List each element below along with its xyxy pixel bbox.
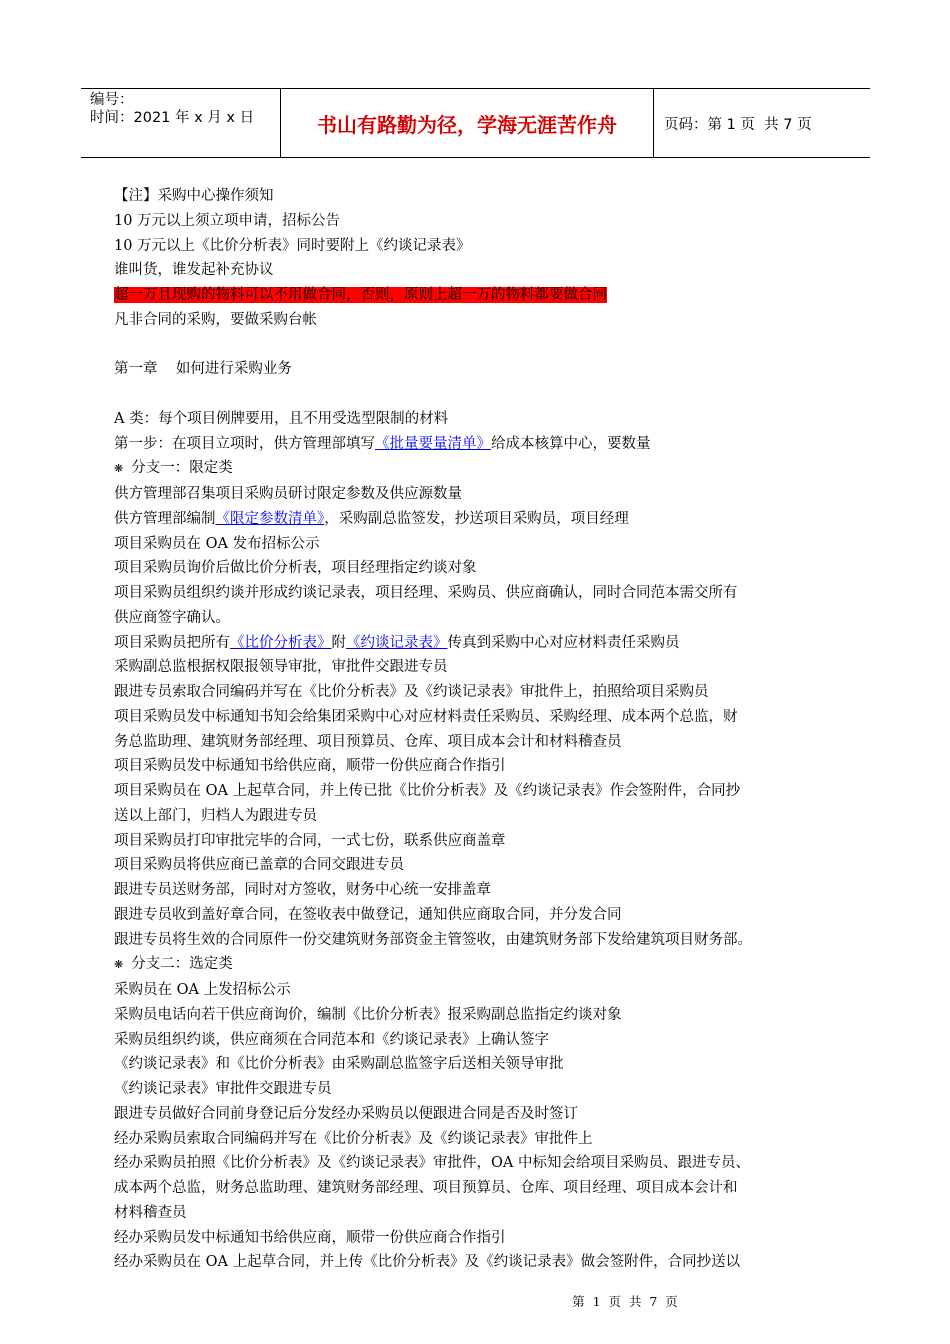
header-motto: 书山有路勤为径，学海无涯苦作舟 xyxy=(281,89,654,157)
branch-heading xyxy=(114,952,854,978)
text-span: 分支二：选定类 xyxy=(131,956,233,973)
body-line: 项目采购员将供应商已盖章的合同交跟进专员 xyxy=(114,857,404,874)
body-line: 谁叫货，谁发起补充协议 xyxy=(114,262,274,279)
text-span: 供方管理部编制 xyxy=(114,510,216,527)
blank-line xyxy=(114,333,854,358)
price-analysis-table-link[interactable]: 《比价分析表》 xyxy=(230,634,332,651)
note-title: 【注】采购中心操作须知 xyxy=(114,188,274,204)
body-line: 跟进专员索取合同编码并写在《比价分析表》及《约谈记录表》审批件上，拍照给项目采购员 xyxy=(114,684,709,700)
body-line: 送以上部门，归档人为跟进专员 xyxy=(114,807,317,824)
chapter-heading: 第一章 如何进行采购业务 xyxy=(114,361,292,378)
text-span: 给成本核算中心，要数量 xyxy=(491,435,651,452)
body-line: 项目采购员在 OA 上起草合同，并上传已批《比价分析表》及《约谈记录表》作会签附件，合同抄 xyxy=(114,783,741,799)
bullet-icon: ❋ xyxy=(114,462,124,476)
body-line: 项目采购员打印审批完毕的合同，一式七份，联系供应商盖章 xyxy=(114,832,506,849)
interview-record-table-link[interactable]: 《约谈记录表》 xyxy=(346,634,448,651)
header-page-number xyxy=(654,89,870,157)
body-line: 经办采购员发中标通知书给供应商，顺带一份供应商合作指引 xyxy=(114,1229,506,1246)
body-line: 供应商签字确认。 xyxy=(114,609,230,626)
text-span: 第一步：在项目立项时，供方管理部填写 xyxy=(114,435,375,452)
document-body xyxy=(114,184,854,1275)
body-line: 项目采购员组织约谈并形成约谈记录表，项目经理、采购员、供应商确认，同时合同范本需交所有 xyxy=(114,585,738,601)
header-meta xyxy=(81,89,281,157)
body-line: 采购副总监根据权限报领导审批，审批件交跟进专员 xyxy=(114,659,448,676)
body-line: 经办采购员索取合同编码并写在《比价分析表》及《约谈记录表》审批件上 xyxy=(114,1130,593,1147)
text-span: 项目采购员把所有 xyxy=(114,634,230,651)
body-line xyxy=(114,631,854,656)
highlighted-line xyxy=(114,283,854,308)
body-line: 跟进专员做好合同前身登记后分发经办采购员以便跟进合同是否及时签订 xyxy=(114,1105,578,1122)
body-line: 项目采购员在 OA 发布招标公示 xyxy=(114,535,320,552)
body-line: 成本两个总监，财务总监助理、建筑财务部经理、项目预算员、仓库、项目经理、项目成本会计和 xyxy=(114,1180,738,1196)
blank-line xyxy=(114,382,854,407)
body-line: 跟进专员送财务部，同时对方签收，财务中心统一安排盖章 xyxy=(114,882,491,898)
body-line: 项目采购员询价后做比价分析表，项目经理指定约谈对象 xyxy=(114,560,477,577)
body-line: 《约谈记录表》审批件交跟进专员 xyxy=(114,1081,332,1097)
body-line: 采购员组织约谈，供应商须在合同范本和《约谈记录表》上确认签字 xyxy=(114,1031,549,1048)
body-line: 经办采购员在 OA 上起草合同，并上传《比价分析表》及《约谈记录表》做会签附件，合同抄送以 xyxy=(114,1254,741,1271)
body-line: 跟进专员收到盖好章合同，在签收表中做登记，通知供应商取合同，并分发合同 xyxy=(114,906,622,923)
body-line xyxy=(114,432,854,457)
limit-parameter-list-link[interactable]: 《限定参数清单》 xyxy=(215,510,325,527)
body-line: 采购员电话向若干供应商询价，编制《比价分析表》报采购副总监指定约谈对象 xyxy=(114,1006,622,1023)
body-line: 经办采购员拍照《比价分析表》及《约谈记录表》审批件，OA 中标知会给项目采购员、跟进专员、 xyxy=(114,1155,750,1172)
header-page-label: 页码：第 1 页 共 7 页 xyxy=(664,116,812,133)
document-number-label: 编号： xyxy=(90,92,134,108)
bullet-icon: ❋ xyxy=(114,958,124,972)
text-span: ，采购副总监签发，抄送项目采购员，项目经理 xyxy=(324,510,629,527)
text-span: 附 xyxy=(331,634,346,651)
body-line: 供方管理部召集项目采购员研讨限定参数及供应源数量 xyxy=(114,486,462,502)
body-line: 项目采购员发中标通知书给供应商，顺带一份供应商合作指引 xyxy=(114,758,506,775)
branch-heading xyxy=(114,456,854,482)
body-line: 凡非合同的采购，要做采购台帐 xyxy=(114,311,317,328)
document-time-label: 时间：2021 年 x 月 x 日 xyxy=(90,110,255,126)
body-line: 10 万元以上须立项申请，招标公告 xyxy=(114,212,341,229)
highlighted-text: 超一万且现购的物料可以不用做合同，否则，原则上超一万的物料都要做合同 xyxy=(114,287,607,303)
page-header xyxy=(81,88,870,158)
body-line: 采购员在 OA 上发招标公示 xyxy=(114,982,291,998)
body-line: 《约谈记录表》和《比价分析表》由采购副总监签字后送相关领导审批 xyxy=(114,1056,564,1073)
body-line xyxy=(114,507,854,532)
text-span: 分支一：限定类 xyxy=(131,460,233,477)
body-line: 跟进专员将生效的合同原件一份交建筑财务部资金主管签收，由建筑财务部下发给建筑项目财务部。 xyxy=(114,931,752,948)
body-line: 务总监助理、建筑财务部经理、项目预算员、仓库、项目成本会计和材料稽查员 xyxy=(114,733,622,750)
body-line: 项目采购员发中标通知书知会给集团采购中心对应材料责任采购员、采购经理、成本两个总监，财 xyxy=(114,708,738,725)
batch-demand-list-link[interactable]: 《批量要量清单》 xyxy=(375,435,491,452)
text-span: 传真到采购中心对应材料责任采购员 xyxy=(447,634,680,651)
section-heading: A 类：每个项目例牌要用，且不用受选型限制的材料 xyxy=(114,410,449,427)
page-footer xyxy=(0,1292,950,1310)
body-line: 10 万元以上《比价分析表》同时要附上《约谈记录表》 xyxy=(114,237,471,254)
footer-page-number: 第 1 页 共 7 页 xyxy=(572,1294,678,1309)
body-line: 材料稽查员 xyxy=(114,1204,187,1221)
